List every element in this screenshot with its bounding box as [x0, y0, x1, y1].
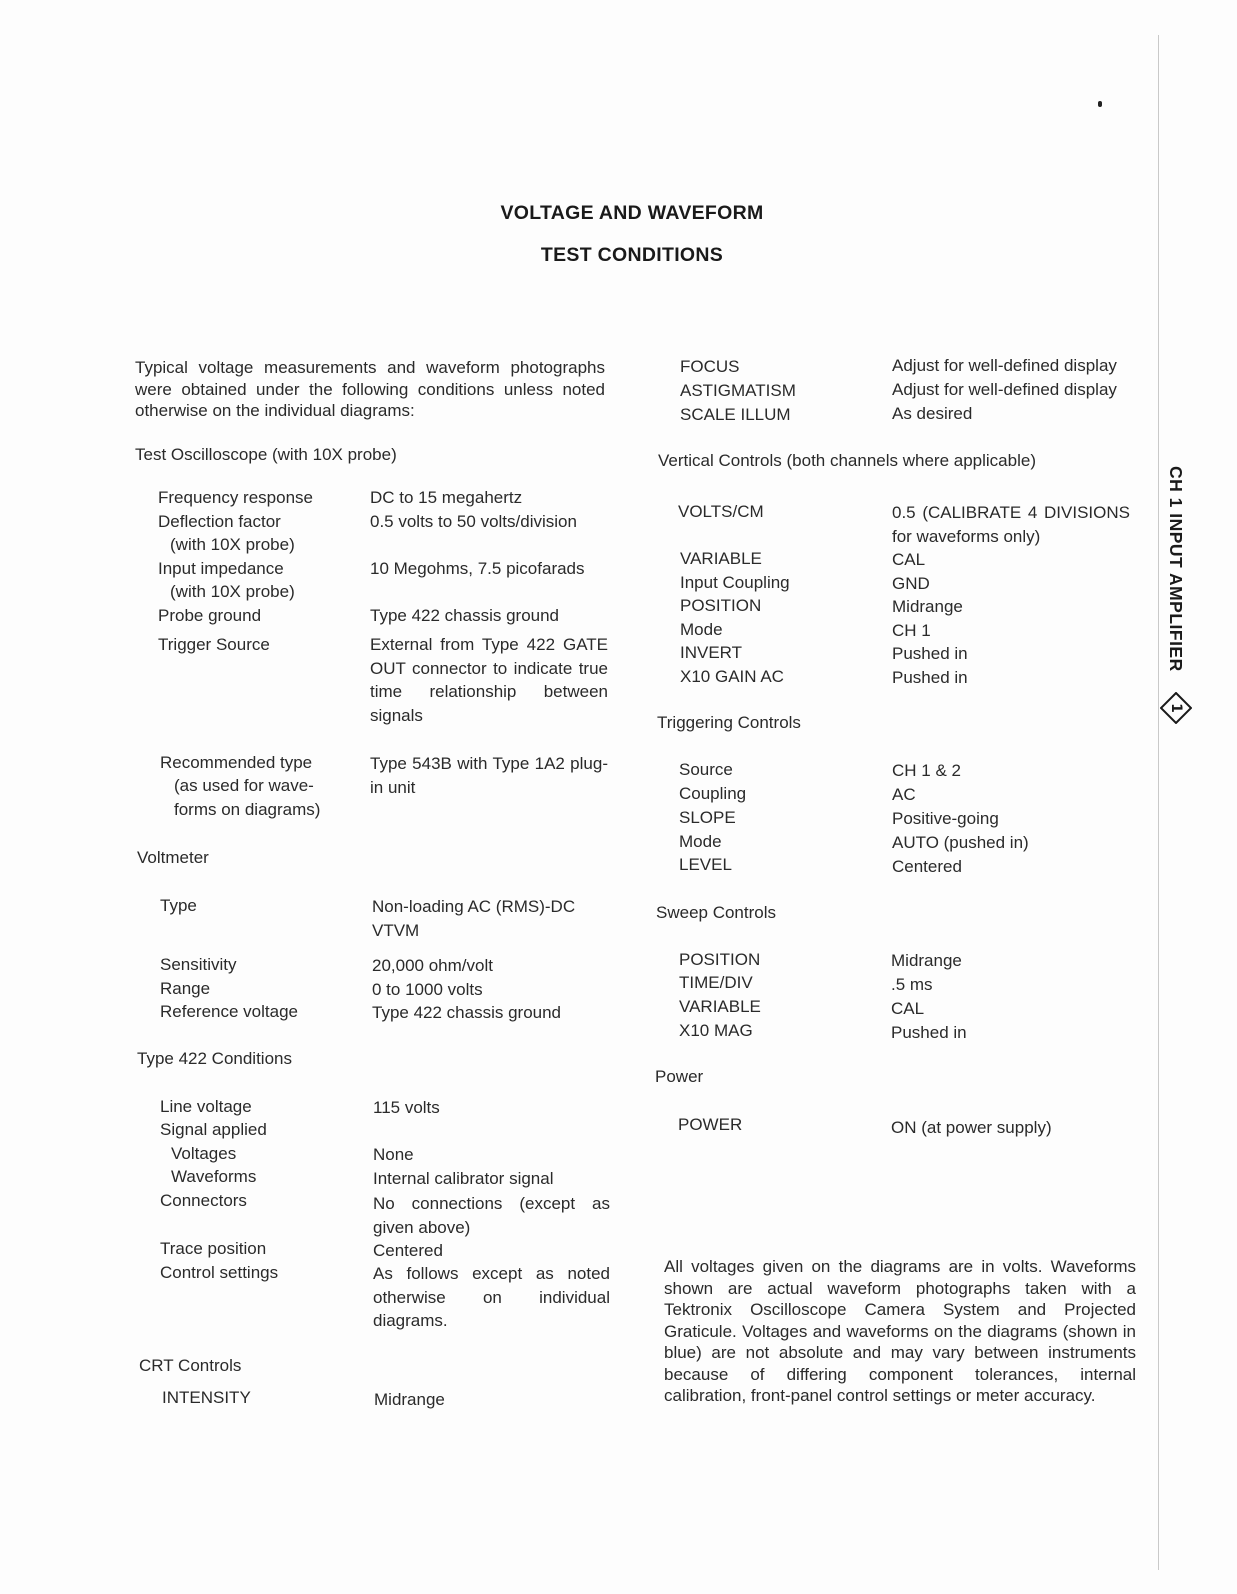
label-intensity: INTENSITY — [162, 1388, 251, 1407]
section-type-422: Type 422 Conditions — [137, 1049, 292, 1068]
label-waveforms: Waveforms — [171, 1167, 257, 1186]
section-number-text: 1 — [1168, 703, 1184, 713]
value-x10-mag: Pushed in — [891, 1023, 967, 1042]
label-sweep-variable: VARIABLE — [679, 997, 761, 1016]
section-tab — [1165, 466, 1228, 677]
value-x10-gain-ac: Pushed in — [892, 668, 968, 687]
section-number-badge — [1160, 692, 1192, 724]
value-control-settings: As follows except as noted otherwise on individual diagrams. — [373, 1264, 610, 1330]
label-vertical-position: POSITION — [680, 596, 762, 615]
section-test-oscilloscope: Test Oscilloscope (with 10X probe) — [135, 445, 397, 464]
section-triggering-controls: Triggering Controls — [657, 713, 801, 732]
value-slope: Positive-going — [892, 809, 999, 828]
intro-paragraph: Typical voltage measurements and waveform photographs were obtained under the following conditions unless noted otherwise on the individual diagrams: — [135, 358, 605, 420]
value-invert: Pushed in — [892, 644, 968, 663]
value-sweep-variable: CAL — [891, 999, 925, 1018]
label-trigger-source: Trigger Source — [158, 635, 270, 654]
label-vertical-variable: VARIABLE — [680, 549, 762, 568]
label-sensitivity: Sensitivity — [160, 955, 237, 974]
label-reference-voltage: Reference voltage — [160, 1002, 298, 1021]
value-intensity: Midrange — [374, 1390, 445, 1409]
value-input-impedance: 10 Megohms, 7.5 picofarads — [370, 559, 585, 578]
value-waveforms: Internal calibrator signal — [373, 1169, 554, 1188]
section-power: Power — [655, 1067, 704, 1086]
section-voltmeter: Voltmeter — [137, 848, 209, 867]
section-sweep-controls: Sweep Controls — [656, 903, 777, 922]
label-power: POWER — [678, 1115, 743, 1134]
label-time-div: TIME/DIV — [679, 973, 753, 992]
voltage-note-paragraph: All voltages given on the diagrams are in volts. Waveforms shown are actual waveform photographs taken with a Tektronix Oscilloscope Camera System and Projected Graticule. Voltages and waveforms on the diagrams (shown in blue) are not absolute and may vary between instruments because of differing component tolerances, internal calibration, front-panel control settings or meter accuracy. — [664, 1257, 1136, 1405]
label-focus: FOCUS — [680, 357, 740, 376]
value-voltages: None — [373, 1145, 414, 1164]
label-deflection-probe: (with 10X probe) — [170, 535, 295, 554]
label-level: LEVEL — [679, 855, 732, 874]
label-control-settings: Control settings — [160, 1263, 279, 1282]
value-trigger-mode: AUTO (pushed in) — [892, 833, 1029, 852]
value-line-voltage: 115 volts — [373, 1098, 440, 1117]
value-level: Centered — [892, 857, 962, 876]
label-volts-cm: VOLTS/CM — [678, 502, 764, 521]
label-input-impedance: Input impedance — [158, 559, 284, 578]
label-recommended-type-2: (as used for wave- — [174, 776, 314, 795]
value-focus: Adjust for well-defined display — [892, 356, 1117, 375]
label-line-voltage: Line voltage — [160, 1097, 252, 1116]
label-invert: INVERT — [680, 643, 743, 662]
value-sweep-position: Midrange — [891, 951, 962, 970]
label-voltages: Voltages — [171, 1144, 237, 1163]
value-astigmatism: Adjust for well-defined display — [892, 380, 1117, 399]
section-vertical-controls: Vertical Controls (both channels where applicable) — [658, 451, 1036, 470]
page-title-line-2: TEST CONDITIONS — [540, 244, 724, 266]
value-trace-position: Centered — [373, 1241, 443, 1260]
section-crt-controls: CRT Controls — [139, 1356, 242, 1375]
label-signal-applied: Signal applied — [160, 1120, 267, 1139]
label-trace-position: Trace position — [160, 1239, 267, 1258]
label-vertical-mode: Mode — [680, 620, 723, 639]
value-recommended-type: Type 543B with Type 1A2 plug-in unit — [370, 754, 608, 797]
value-volts-cm: 0.5 (CALIBRATE 4 DIVISIONS for waveforms only) — [892, 503, 1130, 546]
value-range: 0 to 1000 volts — [372, 980, 483, 999]
label-trigger-coupling: Coupling — [679, 784, 747, 803]
value-time-div: .5 ms — [891, 975, 933, 994]
value-reference-voltage: Type 422 chassis ground — [372, 1003, 562, 1022]
label-voltmeter-type: Type — [160, 896, 197, 915]
label-probe-ground: Probe ground — [158, 606, 262, 625]
label-x10-mag: X10 MAG — [679, 1021, 753, 1040]
label-frequency-response: Frequency response — [158, 488, 313, 507]
value-connectors: No connections (except as given above) — [373, 1194, 610, 1237]
value-vertical-variable: CAL — [892, 550, 926, 569]
label-recommended-type-3: forms on diagrams) — [174, 800, 321, 819]
value-input-coupling: GND — [892, 574, 930, 593]
label-recommended-type: Recommended type — [160, 753, 313, 772]
value-trigger-source-ctrl: CH 1 & 2 — [892, 761, 961, 780]
value-trigger-source: External from Type 422 GATE OUT connector to indicate true time relationship between signals — [370, 635, 608, 725]
label-trigger-mode: Mode — [679, 832, 722, 851]
label-deflection-factor: Deflection factor — [158, 512, 281, 531]
label-trigger-source-ctrl: Source — [679, 760, 733, 779]
page-title-line-1: VOLTAGE AND WAVEFORM — [500, 202, 764, 224]
label-slope: SLOPE — [679, 808, 736, 827]
value-trigger-coupling: AC — [892, 785, 916, 804]
value-frequency-response: DC to 15 megahertz — [370, 488, 523, 507]
label-x10-gain-ac: X10 GAIN AC — [680, 667, 784, 686]
scan-speck — [1098, 101, 1102, 107]
value-deflection-factor: 0.5 volts to 50 volts/division — [370, 512, 577, 531]
label-astigmatism: ASTIGMATISM — [680, 381, 796, 400]
value-probe-ground: Type 422 chassis ground — [370, 606, 560, 625]
label-input-coupling: Input Coupling — [680, 573, 790, 592]
label-impedance-probe: (with 10X probe) — [170, 582, 295, 601]
value-vertical-mode: CH 1 — [892, 621, 931, 640]
value-power: ON (at power supply) — [891, 1118, 1052, 1137]
value-scale-illum: As desired — [892, 404, 973, 423]
label-scale-illum: SCALE ILLUM — [680, 405, 791, 424]
label-sweep-position: POSITION — [679, 950, 761, 969]
value-vertical-position: Midrange — [892, 597, 963, 616]
label-connectors: Connectors — [160, 1191, 247, 1210]
value-voltmeter-type: Non-loading AC (RMS)-DC VTVM — [372, 897, 576, 940]
label-range: Range — [160, 979, 211, 998]
section-tab-label: CH 1 INPUT AMPLIFIER — [1166, 466, 1186, 672]
value-sensitivity: 20,000 ohm/volt — [372, 956, 493, 975]
